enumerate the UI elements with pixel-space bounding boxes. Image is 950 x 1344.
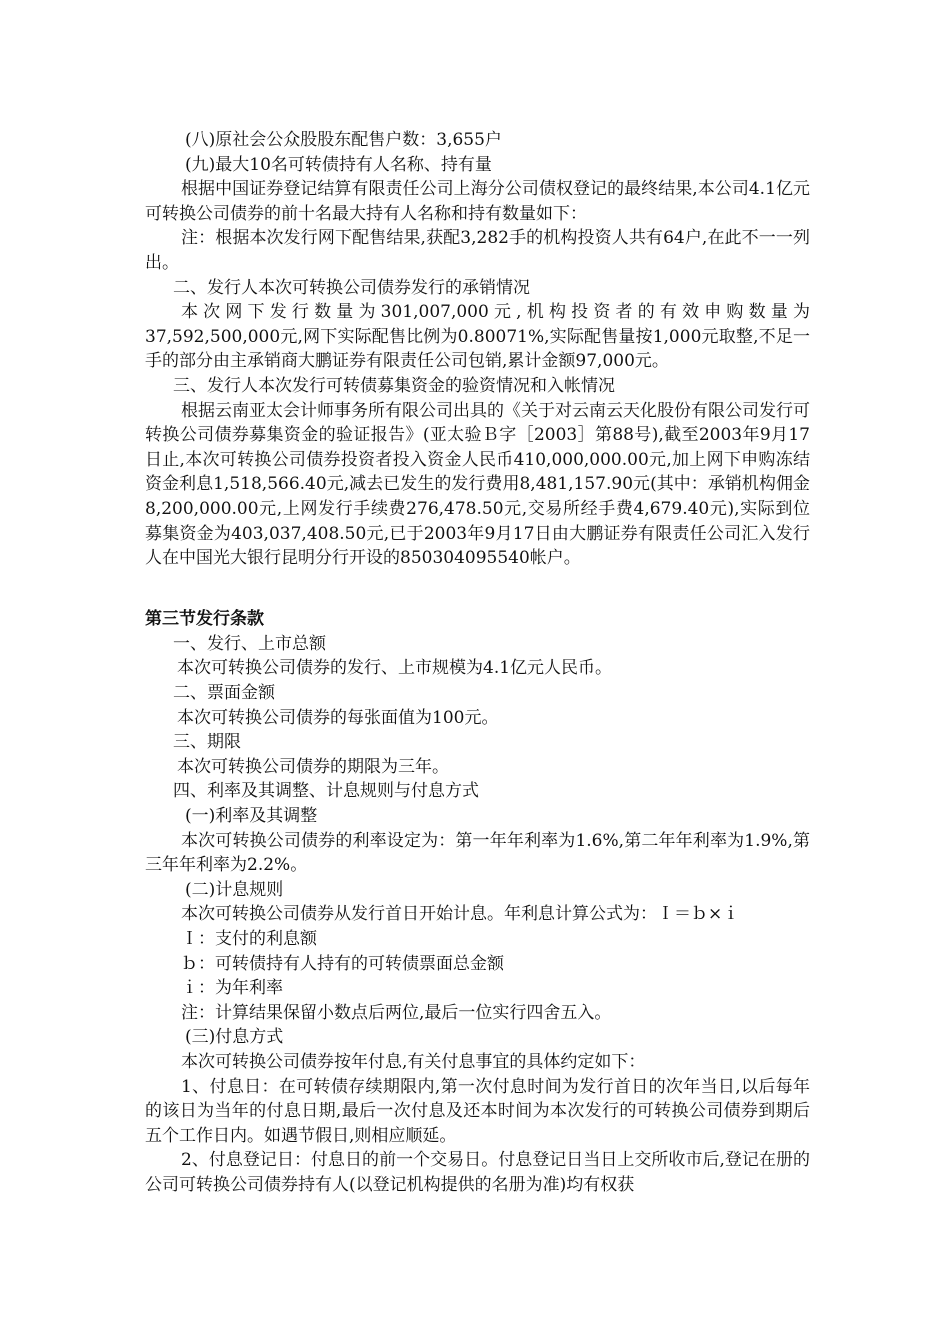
heading-interest: 四、利率及其调整、计息规则与付息方式 (173, 781, 479, 802)
formula-def-rate: ｉ：为年利率 (181, 978, 283, 999)
paragraph-note-allocation: 注：根据本次发行网下配售结果,获配3,282手的机构投资人共有64户,在此不一一列出。 (145, 228, 810, 273)
subheading-payment-method: (三)付息方式 (185, 1027, 284, 1048)
paragraph-top10-intro: 根据中国证券登记结算有限责任公司上海分公司债权登记的最终结果,本公司4.1亿元可转换公司债券的前十名最大持有人名称和持有数量如下： (145, 179, 810, 224)
heading-issue-total: 一、发行、上市总额 (173, 633, 326, 654)
heading-capital-verification: 三、发行人本次发行可转债募集资金的验资情况和入帐情况 (173, 375, 615, 396)
paragraph-underwriting: 本次网下发行数量为301,007,000元,机构投资者的有效申购数量为37,592,500,000元,网下实际配售比例为0.80071%,实际配售量按1,000元取整,不足一手的部分由主承销商大鹏证券有限责任公司包销,累计金额97,000元。 (145, 302, 810, 372)
paragraph-face-value: 本次可转换公司债券的每张面值为100元。 (177, 707, 499, 728)
section-title: 第三节发行条款 (145, 609, 264, 630)
paragraph-interest-formula: 本次可转换公司债券从发行首日开始计息。年利息计算公式为：Ｉ＝ｂ×ｉ (181, 904, 740, 925)
paragraph-payment-method: 本次可转换公司债券按年付息,有关付息事宜的具体约定如下： (181, 1051, 646, 1072)
formula-def-i: Ｉ：支付的利息额 (181, 929, 317, 949)
paragraph-term: 本次可转换公司债券的期限为三年。 (177, 756, 449, 777)
formula-def-b: ｂ：可转债持有人持有的可转债票面总金额 (181, 953, 504, 974)
paragraph-top10-heading: (九)最大10名可转债持有人名称、持有量 (185, 154, 492, 175)
subheading-interest-rules: (二)计息规则 (185, 879, 284, 900)
paragraph-rate: 本次可转换公司债券的利率设定为：第一年年利率为1.6%,第二年年利率为1.9%,第三年年利率为2.2%。 (145, 830, 810, 876)
paragraph-issue-total: 本次可转换公司债券的发行、上市规模为4.1亿元人民币。 (177, 658, 613, 679)
heading-underwriting: 二、发行人本次可转换公司债券发行的承销情况 (173, 277, 530, 298)
heading-face-value: 二、票面金额 (173, 683, 275, 704)
paragraph-registration-date: 2、付息登记日：付息日的前一个交易日。付息登记日当日上交所收市后,登记在册的公司可转换公司债券持有人(以登记机构提供的名册为准)均有权获 (145, 1150, 810, 1195)
paragraph-original-holders: (八)原社会公众股股东配售户数：3,655户 (185, 130, 502, 150)
paragraph-rounding-note: 注：计算结果保留小数点后两位,最后一位实行四舍五入。 (181, 1002, 612, 1023)
subheading-rate: (一)利率及其调整 (185, 806, 318, 827)
paragraph-capital-verification: 根据云南亚太会计师事务所有限公司出具的《关于对云南云天化股份有限公司发行可转换公司债券募集资金的验证报告》(亚太验Ｂ字［2003］第88号),截至2003年9月17日止,本次可转换公司债券投资者投入资金人民币410,000,000.00元,加上网下申购冻结资金利息1,518,566.40元,减去已发生的发行费用8,481,157.90元(其中：承销机构佣金8,200,000.00元,上网发行手续费276,478.50元,交易所经手费4,679.40元),实际到位募集资金为403,037,408.50元,已于2003年9月17日由大鹏证券有限责任公司汇入发行人在中国光大银行昆明分行开设的850304095540帐户。 (145, 400, 810, 569)
heading-term: 三、期限 (173, 732, 241, 753)
paragraph-payment-date: 1、付息日：在可转债存续期限内,第一次付息时间为发行首日的次年当日,以后每年的该日为当年的付息日期,最后一次付息及还本时间为本次发行的可转换公司债券到期后五个工作日内。如遇节假日,则相应顺延。 (145, 1076, 810, 1146)
section-gap (145, 571, 810, 596)
